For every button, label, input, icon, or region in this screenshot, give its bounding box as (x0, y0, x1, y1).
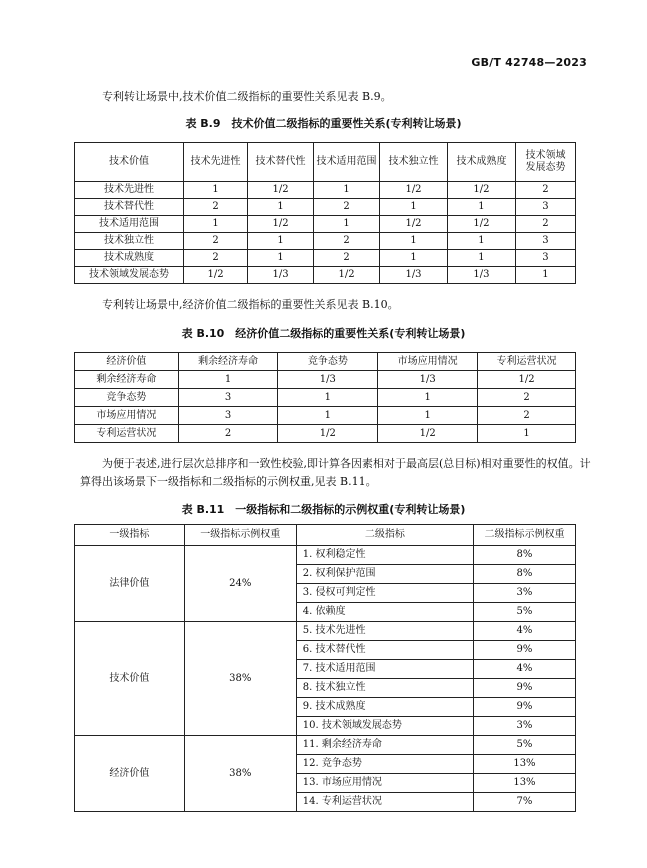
table-cell: 1 (380, 233, 448, 250)
secondary-weight-cell: 9% (473, 698, 575, 717)
column-header: 技术价值 (75, 143, 184, 182)
column-header: 竞争态势 (278, 353, 378, 371)
primary-indicator-cell: 经济价值 (75, 736, 185, 812)
secondary-indicator-cell: 5. 技术先进性 (296, 622, 473, 641)
paragraph-weights-explanation: 为便于表述,进行层次总排序和一致性校验,即计算各因素相对于最高层(总目标)相对重要性的权值。计算得出该场景下一级指标和二级指标的示例权重,见表 B.11。 (80, 457, 591, 488)
secondary-weight-cell: 13% (473, 774, 575, 793)
table-cell: 技术成熟度 (75, 250, 184, 267)
table-cell: 2 (314, 199, 380, 216)
table-cell: 技术替代性 (75, 199, 184, 216)
table-cell: 3 (178, 407, 278, 425)
column-header: 技术替代性 (248, 143, 314, 182)
table-cell: 1/2 (184, 267, 248, 284)
secondary-indicator-cell: 8. 技术独立性 (296, 679, 473, 698)
secondary-weight-cell: 4% (473, 622, 575, 641)
table-row (75, 736, 576, 755)
secondary-indicator-cell: 6. 技术替代性 (296, 641, 473, 660)
secondary-indicator-cell: 7. 技术适用范围 (296, 660, 473, 679)
secondary-indicator-cell: 1. 权利稳定性 (296, 546, 473, 565)
standard-code-header: GB/T 42748—2023 (471, 56, 587, 69)
table-cell: 剩余经济寿命 (75, 371, 179, 389)
table-cell: 1 (184, 182, 248, 199)
secondary-weight-cell: 4% (473, 660, 575, 679)
table-cell: 1/2 (248, 182, 314, 199)
table-cell: 2 (314, 233, 380, 250)
column-header: 一级指标示例权重 (184, 525, 296, 546)
column-header: 经济价值 (75, 353, 179, 371)
table-cell: 1/2 (278, 425, 378, 443)
table-cell: 1 (278, 389, 378, 407)
secondary-indicator-cell: 14. 专利运营状况 (296, 793, 473, 812)
table-cell: 1/2 (478, 371, 576, 389)
table-cell: 1/2 (380, 182, 448, 199)
table-row (75, 389, 576, 407)
table-cell: 技术先进性 (75, 182, 184, 199)
column-header: 市场应用情况 (378, 353, 478, 371)
table-cell: 2 (178, 425, 278, 443)
table-cell: 1 (248, 199, 314, 216)
table-cell: 1 (478, 425, 576, 443)
secondary-weight-cell: 8% (473, 565, 575, 584)
table-row (75, 216, 576, 233)
table-cell: 3 (515, 233, 575, 250)
table-row (75, 371, 576, 389)
column-header: 剩余经济寿命 (178, 353, 278, 371)
table-cell: 2 (314, 250, 380, 267)
table-cell: 3 (515, 250, 575, 267)
column-header: 技术领域 发展态势 (515, 143, 575, 182)
table-b9-caption: 表 B.9 技术价值二级指标的重要性关系(专利转让场景) (185, 117, 462, 130)
column-header: 技术独立性 (380, 143, 448, 182)
paragraph-table-b10-intro: 专利转让场景中,经济价值二级指标的重要性关系见表 B.10。 (102, 298, 399, 311)
table-cell: 1 (314, 182, 380, 199)
table-cell: 2 (515, 182, 575, 199)
secondary-weight-cell: 3% (473, 584, 575, 603)
table-cell: 技术适用范围 (75, 216, 184, 233)
table-cell: 2 (184, 199, 248, 216)
secondary-weight-cell: 5% (473, 603, 575, 622)
column-header: 二级指标示例权重 (473, 525, 575, 546)
table-cell: 1 (447, 199, 515, 216)
table-cell: 1/3 (447, 267, 515, 284)
secondary-weight-cell: 9% (473, 641, 575, 660)
table-header-row (75, 143, 576, 182)
table-cell: 1/2 (248, 216, 314, 233)
table-row (75, 182, 576, 199)
primary-weight-cell: 24% (184, 546, 296, 622)
table-b9 (74, 142, 576, 284)
secondary-indicator-cell: 4. 依赖度 (296, 603, 473, 622)
secondary-indicator-cell: 9. 技术成熟度 (296, 698, 473, 717)
table-row (75, 199, 576, 216)
table-cell: 1 (380, 250, 448, 267)
table-cell: 1/2 (447, 182, 515, 199)
secondary-indicator-cell: 12. 竞争态势 (296, 755, 473, 774)
table-cell: 1/3 (248, 267, 314, 284)
secondary-weight-cell: 7% (473, 793, 575, 812)
secondary-weight-cell: 3% (473, 717, 575, 736)
table-row (75, 250, 576, 267)
secondary-weight-cell: 13% (473, 755, 575, 774)
table-cell: 1/3 (278, 371, 378, 389)
table-cell: 1 (278, 407, 378, 425)
table-cell: 1 (248, 233, 314, 250)
column-header: 技术成熟度 (447, 143, 515, 182)
table-cell: 1/2 (314, 267, 380, 284)
column-header: 技术适用范围 (314, 143, 380, 182)
secondary-weight-cell: 9% (473, 679, 575, 698)
table-cell: 1 (184, 216, 248, 233)
table-cell: 1 (314, 216, 380, 233)
table-cell: 1/2 (378, 425, 478, 443)
column-header: 专利运营状况 (478, 353, 576, 371)
table-cell: 3 (178, 389, 278, 407)
secondary-indicator-cell: 11. 剩余经济寿命 (296, 736, 473, 755)
column-header: 二级指标 (296, 525, 473, 546)
paragraph-table-b9-intro: 专利转让场景中,技术价值二级指标的重要性关系见表 B.9。 (102, 90, 392, 103)
primary-weight-cell: 38% (184, 736, 296, 812)
table-cell: 1 (248, 250, 314, 267)
table-row (75, 267, 576, 284)
secondary-weight-cell: 8% (473, 546, 575, 565)
table-cell: 专利运营状况 (75, 425, 179, 443)
table-b11-caption: 表 B.11 一级指标和二级指标的示例权重(专利转让场景) (181, 503, 466, 516)
table-b10-caption: 表 B.10 经济价值二级指标的重要性关系(专利转让场景) (181, 327, 466, 340)
primary-indicator-cell: 法律价值 (75, 546, 185, 622)
table-row (75, 407, 576, 425)
table-cell: 2 (478, 389, 576, 407)
secondary-indicator-cell: 10. 技术领域发展态势 (296, 717, 473, 736)
secondary-indicator-cell: 2. 权利保护范围 (296, 565, 473, 584)
table-cell: 技术独立性 (75, 233, 184, 250)
table-cell: 2 (478, 407, 576, 425)
table-row (75, 622, 576, 641)
primary-weight-cell: 38% (184, 622, 296, 736)
secondary-indicator-cell: 3. 侵权可判定性 (296, 584, 473, 603)
table-row (75, 233, 576, 250)
table-b11 (74, 524, 576, 812)
table-cell: 1 (378, 389, 478, 407)
table-cell: 1 (447, 233, 515, 250)
table-cell: 3 (515, 199, 575, 216)
column-header: 一级指标 (75, 525, 185, 546)
secondary-weight-cell: 5% (473, 736, 575, 755)
table-cell: 技术领域发展态势 (75, 267, 184, 284)
table-row (75, 425, 576, 443)
table-cell: 1 (378, 407, 478, 425)
table-cell: 1/3 (380, 267, 448, 284)
secondary-indicator-cell: 13. 市场应用情况 (296, 774, 473, 793)
table-cell: 1/3 (378, 371, 478, 389)
table-cell: 1/2 (380, 216, 448, 233)
primary-indicator-cell: 技术价值 (75, 622, 185, 736)
table-cell: 竞争态势 (75, 389, 179, 407)
table-cell: 1 (380, 199, 448, 216)
table-cell: 1 (515, 267, 575, 284)
table-cell: 1 (447, 250, 515, 267)
table-cell: 2 (515, 216, 575, 233)
column-header: 技术先进性 (184, 143, 248, 182)
table-row (75, 546, 576, 565)
table-b10 (74, 352, 576, 443)
table-cell: 2 (184, 233, 248, 250)
table-header-row (75, 353, 576, 371)
table-header-row (75, 525, 576, 546)
table-cell: 2 (184, 250, 248, 267)
table-cell: 1 (178, 371, 278, 389)
table-cell: 市场应用情况 (75, 407, 179, 425)
table-cell: 1/2 (447, 216, 515, 233)
